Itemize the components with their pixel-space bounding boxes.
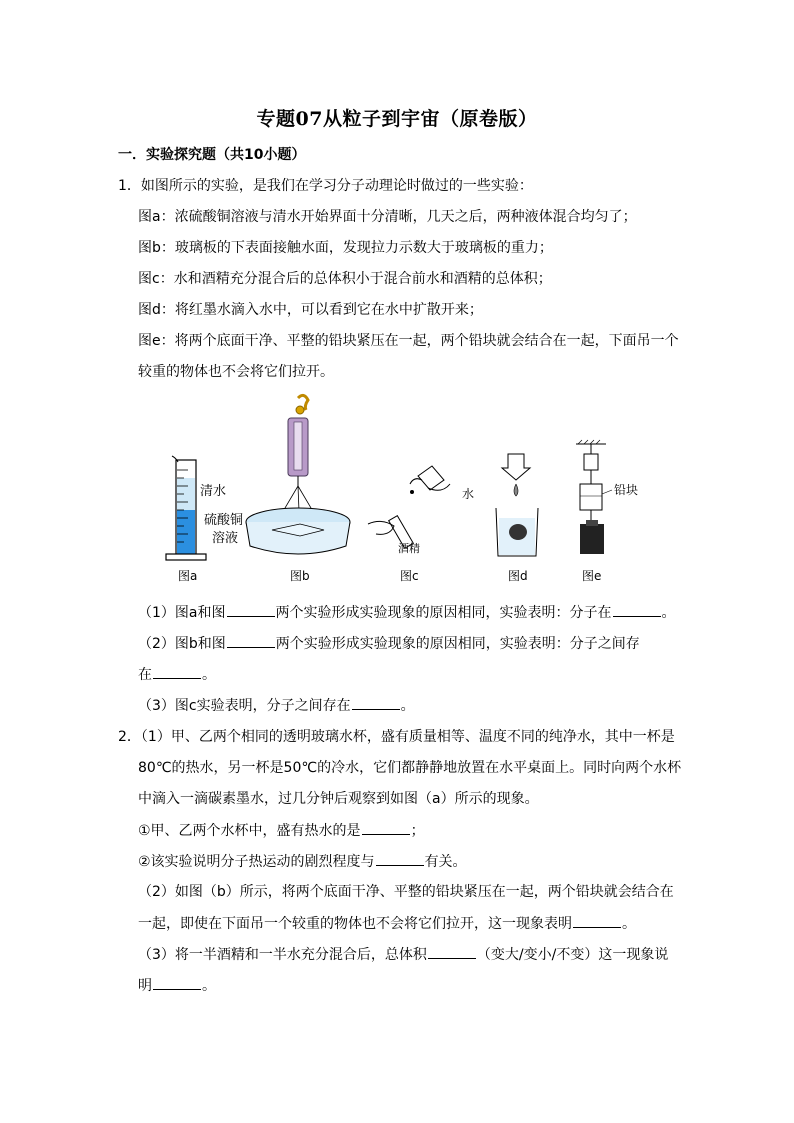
answer-blank[interactable] — [227, 602, 275, 617]
q1-fig-b-desc: 图b：玻璃板的下表面接触水面，发现拉力示数大于玻璃板的重力； — [138, 240, 553, 256]
fig-a-cylinder — [166, 456, 206, 560]
fig-a-water-label: 清水 — [200, 484, 227, 499]
q2-p2-line1: （2）如图（b）所示，将两个底面干净、平整的铅块紧压在一起，两个铅块就会结合在 — [138, 884, 674, 900]
q1-fig-e-desc-1: 图e：将两个底面干净、平整的铅块紧压在一起，两个铅块就会结合在一起，下面吊一个 — [138, 333, 679, 349]
q1-fig-d-desc: 图d：将红墨水滴入水中，可以看到它在水中扩散开来； — [138, 302, 483, 318]
q1-sub2: （2）图b和图 两个实验形成实验现象的原因相同，实验表明：分子之间存 — [138, 633, 640, 654]
q2-p2-line2: 一起，即使在下面吊一个较重的物体也不会将它们拉开，这一现象表明 。 — [138, 913, 636, 934]
answer-blank[interactable] — [362, 820, 410, 835]
fig-a-solution-label-2: 溶液 — [212, 531, 239, 546]
answer-blank[interactable] — [376, 851, 424, 866]
answer-blank[interactable] — [573, 913, 621, 928]
q1-fig-c-desc: 图c：水和酒精充分混合后的总体积小于混合前水和酒精的总体积； — [138, 271, 552, 287]
answer-blank[interactable] — [352, 695, 400, 710]
fig-c-label: 图c — [400, 569, 419, 583]
answer-blank[interactable] — [153, 664, 201, 679]
q2-item1: ①甲、乙两个水杯中，盛有热水的是 ； — [138, 820, 425, 841]
q2-p1-line1: 2．（1）甲、乙两个相同的透明玻璃水杯，盛有质量相等、温度不同的纯净水，其中一杯是 — [118, 729, 675, 745]
page-title: 专题07从粒子到宇宙（原卷版） — [256, 108, 538, 130]
answer-blank[interactable] — [613, 602, 661, 617]
q2-p3-line2: 明 。 — [138, 975, 216, 996]
q2-p3-line1: （3）将一半酒精和一半水充分混合后，总体积 （变大/变小/不变）这一现象说 — [138, 944, 668, 965]
fig-e-lead-label: 铅块 — [614, 483, 639, 497]
q2-item2: ②该实验说明分子热运动的剧烈程度与 有关。 — [138, 851, 467, 872]
fig-d-label: 图d — [508, 569, 528, 583]
fig-e-lead-blocks — [576, 440, 612, 554]
fig-a-solution-label-1: 硫酸铜 — [204, 513, 244, 528]
answer-blank[interactable] — [227, 633, 275, 648]
q1-sub3: （3）图c实验表明，分子之间存在 。 — [138, 695, 415, 716]
fig-a-label: 图a — [178, 569, 198, 583]
q1-sub2-cont: 在 。 — [138, 664, 216, 685]
answer-blank[interactable] — [428, 944, 476, 959]
fig-b-water-dish — [246, 508, 350, 554]
q1-sub1: （1）图a和图 两个实验形成实验现象的原因相同，实验表明：分子在 。 — [138, 602, 676, 623]
fig-d-beaker — [496, 454, 538, 556]
q1-stem: 1．如图所示的实验，是我们在学习分子动理论时做过的一些实验： — [118, 178, 533, 194]
q1-fig-a-desc: 图a：浓硫酸铜溶液与清水开始界面十分清晰，几天之后，两种液体混合均匀了； — [138, 209, 637, 225]
fig-c-alcohol-label: 酒精 — [398, 542, 420, 555]
q1-fig-e-desc-2: 较重的物体也不会将它们拉开。 — [138, 364, 334, 380]
experiment-figures — [160, 392, 680, 592]
q2-p1-line3: 中滴入一滴碳素墨水，过几分钟后观察到如图（a）所示的现象。 — [138, 791, 539, 807]
fig-e-label: 图e — [582, 569, 602, 583]
section-heading: 一．实验探究题（共10小题） — [118, 147, 306, 163]
q2-p1-line2: 80℃的热水，另一杯是50℃的冷水，它们都静静地放置在水平桌面上。同时向两个水杯 — [138, 760, 682, 776]
answer-blank[interactable] — [153, 975, 201, 990]
fig-b-label: 图b — [290, 569, 310, 583]
fig-c-pouring — [368, 466, 450, 548]
fig-c-water-label: 水 — [462, 487, 475, 501]
